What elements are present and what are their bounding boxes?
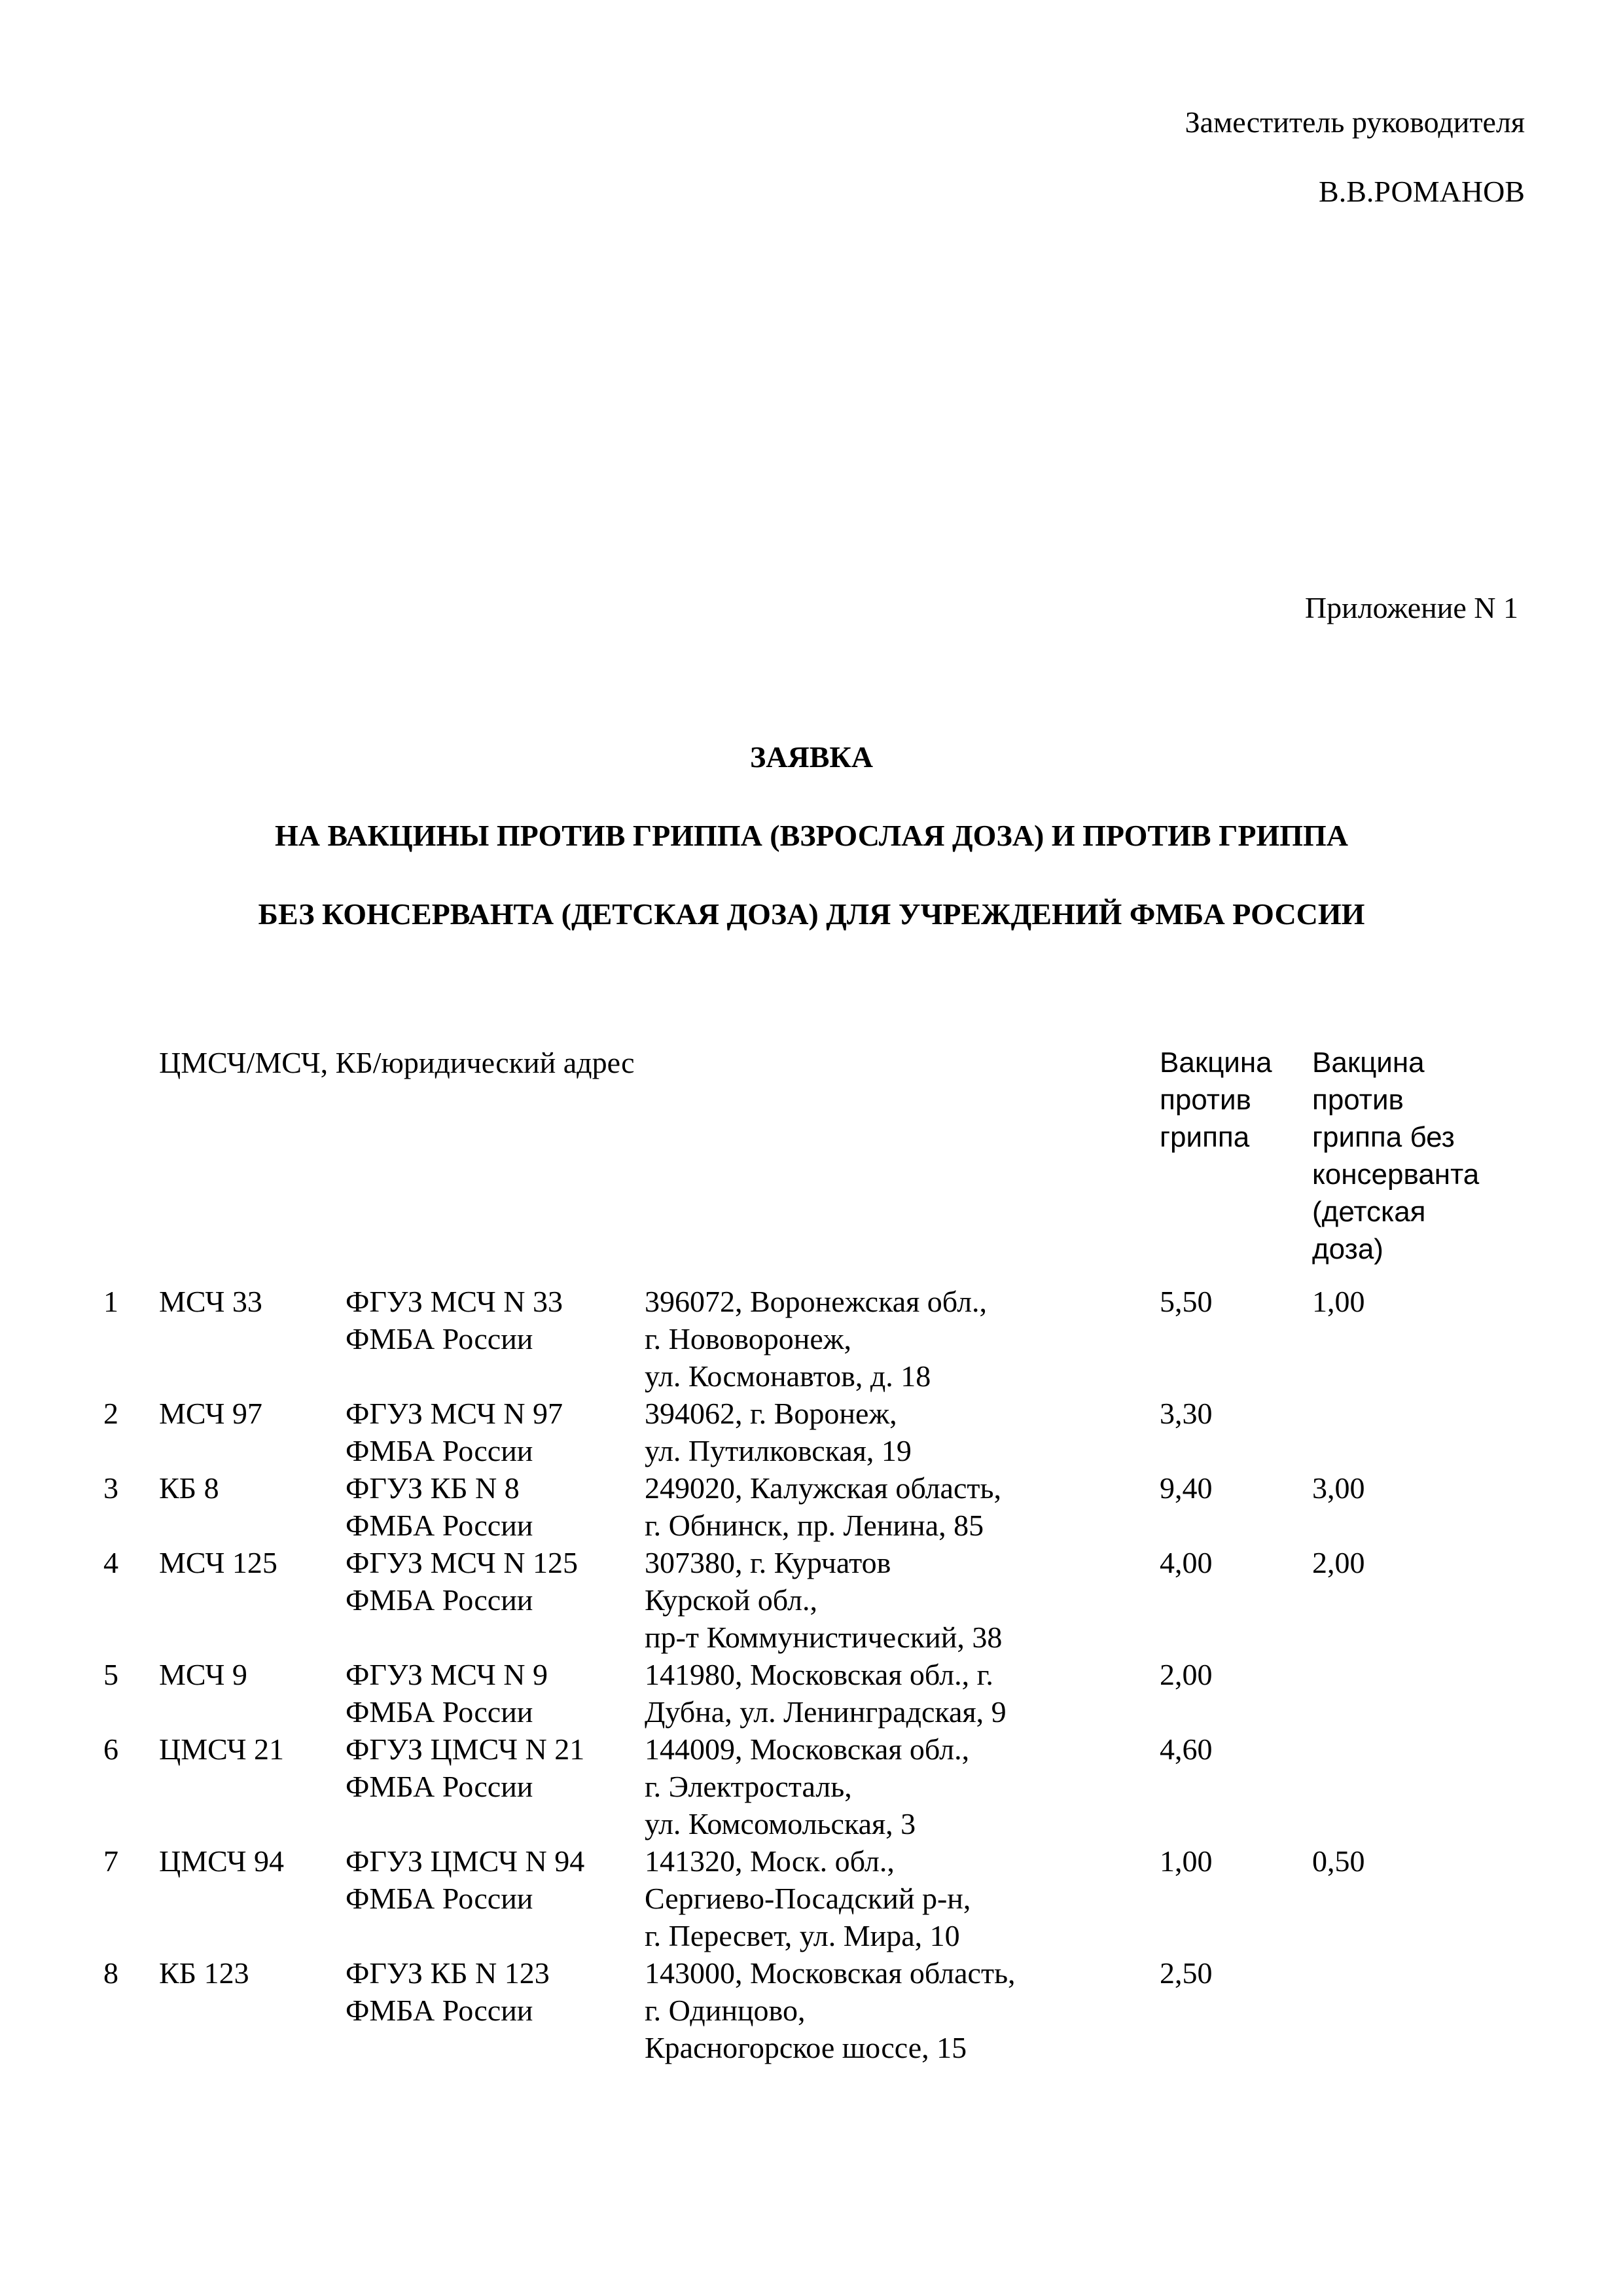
institution-address-line: 143000, Московская область, xyxy=(645,1956,1016,1990)
institution-address-line: г. Электросталь, xyxy=(645,1770,852,1803)
institution-full-name-line: ФМБА России xyxy=(346,1695,533,1729)
institution-address-line: 394062, г. Воронеж, xyxy=(645,1397,897,1430)
vaccine-child-dose: 3,00 xyxy=(1312,1471,1365,1505)
institution-address-line: г. Нововоронеж, xyxy=(645,1322,852,1355)
vaccine-adult-dose: 4,00 xyxy=(1160,1546,1213,1579)
institution-full-name xyxy=(346,1469,533,1544)
institution-address-line: г. Пересвет, ул. Мира, 10 xyxy=(645,1919,960,1952)
column-header-vaccine xyxy=(1160,1044,1272,1156)
row-number: 4 xyxy=(103,1546,118,1579)
institution-full-name xyxy=(346,1395,563,1469)
row-number: 8 xyxy=(103,1956,118,1990)
document-title: ЗАЯВКА xyxy=(750,740,873,774)
row-number: 1 xyxy=(103,1285,118,1318)
header-line: гриппа xyxy=(1160,1121,1250,1153)
document-subtitle-line-1: НА ВАКЦИНЫ ПРОТИВ ГРИППА (ВЗРОСЛАЯ ДОЗА) И ПРОТИВ ГРИППА xyxy=(274,819,1349,852)
row-number: 7 xyxy=(103,1844,118,1878)
institution-address xyxy=(645,1731,969,1842)
institution-full-name-line: ФГУЗ ЦМСЧ N 21 xyxy=(346,1732,585,1766)
institution-full-name xyxy=(346,1842,584,1917)
institution-address-line: г. Обнинск, пр. Ленина, 85 xyxy=(645,1509,984,1542)
header-line: гриппа без xyxy=(1312,1121,1455,1153)
institution-short-name: ЦМСЧ 94 xyxy=(159,1844,285,1878)
institution-address-line: Курской обл., xyxy=(645,1583,817,1617)
institution-address xyxy=(645,1395,912,1469)
institution-address-line: ул. Комсомольская, 3 xyxy=(645,1807,916,1840)
header-line: доза) xyxy=(1312,1233,1383,1265)
signer-name: В.В.РОМАНОВ xyxy=(1319,175,1525,208)
institution-short-name: МСЧ 9 xyxy=(159,1658,247,1691)
institution-short-name: МСЧ 97 xyxy=(159,1397,262,1430)
vaccine-adult-dose: 1,00 xyxy=(1160,1844,1213,1878)
institution-address xyxy=(645,1283,987,1395)
institution-full-name-line: ФМБА России xyxy=(346,1434,533,1467)
institution-full-name-line: ФГУЗ КБ N 123 xyxy=(346,1956,550,1990)
signer-position: Заместитель руководителя xyxy=(1185,105,1525,139)
institution-full-name-line: ФМБА России xyxy=(346,1882,533,1915)
institution-address-line: 144009, Московская обл., xyxy=(645,1732,970,1766)
institution-full-name-line: ФМБА России xyxy=(346,1994,533,2027)
vaccine-child-dose: 0,50 xyxy=(1312,1844,1365,1878)
header-line: Вакцина xyxy=(1160,1047,1272,1079)
institution-address-line: 396072, Воронежская обл., xyxy=(645,1285,988,1318)
institution-address-line: г. Одинцово, xyxy=(645,1994,806,2027)
row-number: 5 xyxy=(103,1658,118,1691)
institution-address-line: 141320, Моск. обл., xyxy=(645,1844,895,1878)
institution-address xyxy=(645,1842,971,1954)
institution-full-name xyxy=(346,1731,584,1805)
vaccine-child-dose: 1,00 xyxy=(1312,1285,1365,1318)
institution-address-line: Сергиево-Посадский р-н, xyxy=(645,1882,971,1915)
institution-short-name: МСЧ 125 xyxy=(159,1546,277,1579)
institution-full-name-line: ФГУЗ ЦМСЧ N 94 xyxy=(346,1844,585,1878)
header-line: Вакцина xyxy=(1312,1047,1425,1079)
institution-full-name-line: ФГУЗ МСЧ N 9 xyxy=(346,1658,548,1691)
institution-full-name xyxy=(346,1544,578,1619)
institution-full-name-line: ФМБА России xyxy=(346,1509,533,1542)
institution-full-name-line: ФМБА России xyxy=(346,1583,533,1617)
vaccine-adult-dose: 5,50 xyxy=(1160,1285,1213,1318)
institution-address-line: 307380, г. Курчатов xyxy=(645,1546,891,1579)
appendix-label: Приложение N 1 xyxy=(1304,591,1518,624)
institution-short-name: ЦМСЧ 21 xyxy=(159,1732,285,1766)
vaccine-child-dose: 2,00 xyxy=(1312,1546,1365,1579)
header-line: (детская xyxy=(1312,1196,1426,1228)
institution-address xyxy=(645,1954,1016,2066)
institution-address-line: ул. Путилковская, 19 xyxy=(645,1434,912,1467)
institution-full-name-line: ФГУЗ МСЧ N 97 xyxy=(346,1397,563,1430)
institution-address xyxy=(645,1544,1002,1656)
institution-short-name: КБ 8 xyxy=(159,1471,219,1505)
institution-full-name xyxy=(346,1954,550,2029)
institution-full-name-line: ФГУЗ МСЧ N 125 xyxy=(346,1546,578,1579)
institution-address-line: ул. Космонавтов, д. 18 xyxy=(645,1359,931,1393)
header-line: против xyxy=(1160,1084,1251,1116)
institution-full-name-line: ФМБА России xyxy=(346,1322,533,1355)
vaccine-adult-dose: 2,00 xyxy=(1160,1658,1213,1691)
header-line: против xyxy=(1312,1084,1404,1116)
institution-address-line: 249020, Калужская область, xyxy=(645,1471,1001,1505)
institution-short-name: КБ 123 xyxy=(159,1956,249,1990)
row-number: 2 xyxy=(103,1397,118,1430)
institution-address-line: пр-т Коммунистический, 38 xyxy=(645,1621,1003,1654)
vaccine-adult-dose: 3,30 xyxy=(1160,1397,1213,1430)
institution-full-name-line: ФГУЗ КБ N 8 xyxy=(346,1471,520,1505)
vaccine-adult-dose: 4,60 xyxy=(1160,1732,1213,1766)
institution-full-name xyxy=(346,1656,548,1731)
vaccine-adult-dose: 9,40 xyxy=(1160,1471,1213,1505)
institution-full-name-line: ФМБА России xyxy=(346,1770,533,1803)
column-header-institution: ЦМСЧ/МСЧ, КБ/юридический адрес xyxy=(159,1046,635,1079)
institution-address-line: 141980, Московская обл., г. xyxy=(645,1658,993,1691)
row-number: 3 xyxy=(103,1471,118,1505)
institution-address xyxy=(645,1469,1001,1544)
document-subtitle-line-2: БЕЗ КОНСЕРВАНТА (ДЕТСКАЯ ДОЗА) ДЛЯ УЧРЕЖДЕНИЙ ФМБА РОССИИ xyxy=(258,897,1365,931)
column-header-vaccine-no-preservative xyxy=(1312,1044,1479,1268)
institution-full-name xyxy=(346,1283,563,1357)
institution-full-name-line: ФГУЗ МСЧ N 33 xyxy=(346,1285,563,1318)
vaccine-adult-dose: 2,50 xyxy=(1160,1956,1213,1990)
row-number: 6 xyxy=(103,1732,118,1766)
institution-short-name: МСЧ 33 xyxy=(159,1285,262,1318)
institution-address-line: Дубна, ул. Ленинградская, 9 xyxy=(645,1695,1007,1729)
institution-address-line: Красногорское шоссе, 15 xyxy=(645,2031,967,2064)
header-line: консерванта xyxy=(1312,1158,1480,1191)
institution-address xyxy=(645,1656,1007,1731)
